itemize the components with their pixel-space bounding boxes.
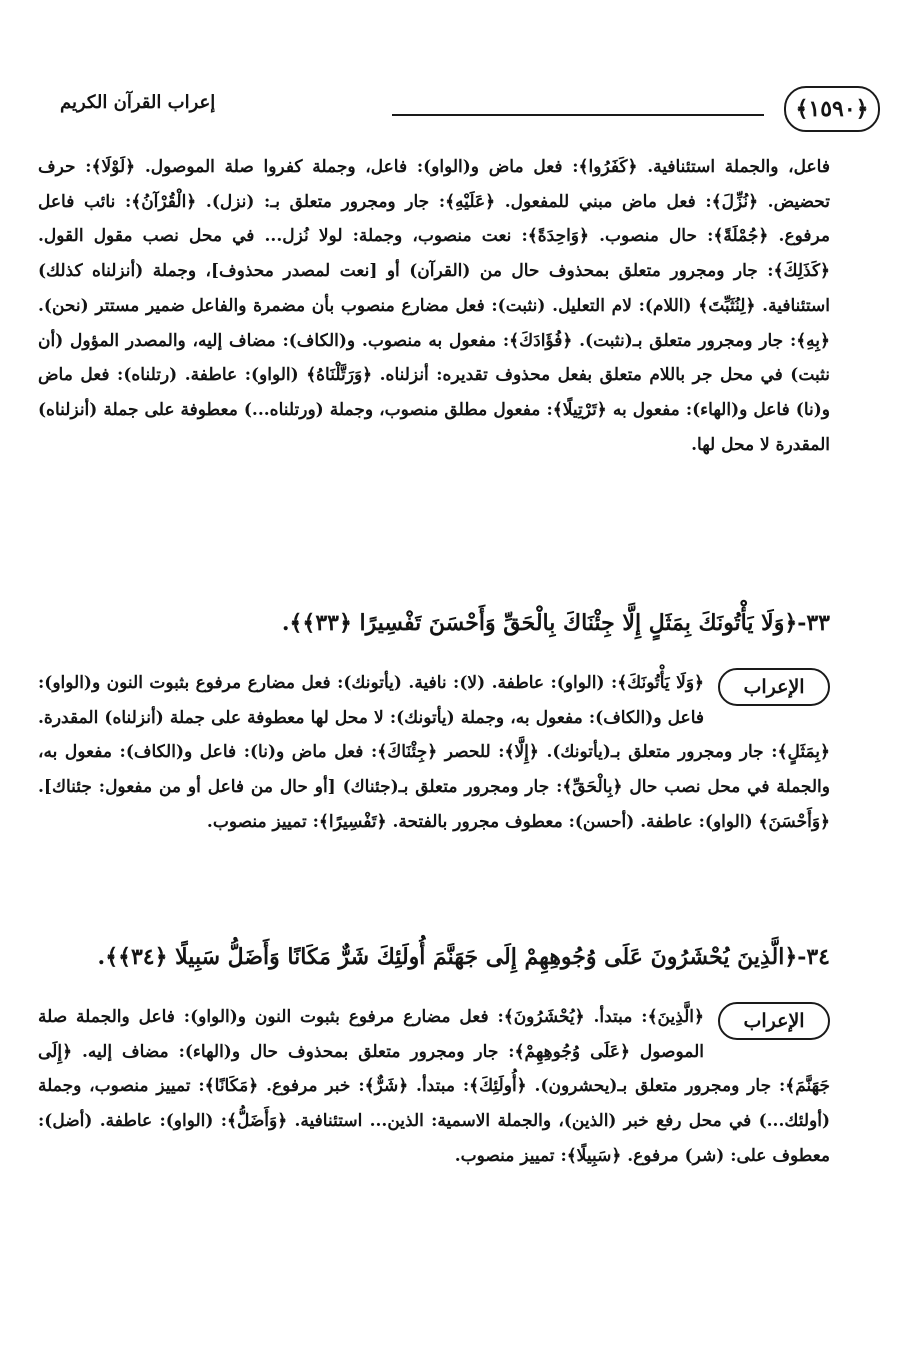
irab-badge: الإعراب: [718, 1002, 830, 1040]
book-title: إعراب القرآن الكريم: [60, 92, 216, 113]
irab-badge: الإعراب: [718, 668, 830, 706]
header-rule: [392, 114, 764, 116]
verse-33: ٣٣-﴿وَلَا يَأْتُونَكَ بِمَثَلٍ إِلَّا جِئْنَاكَ بِالْحَقِّ وَأَحْسَنَ تَفْسِيرًا ﴿٣٣﴾﴾.: [281, 610, 830, 636]
paragraph-irab-continued: [38, 150, 830, 462]
paragraph-irab-verse-34: [38, 1000, 830, 1174]
page-header: [40, 86, 880, 130]
paragraph-irab-verse-33: [38, 666, 830, 840]
paragraph-text: فاعل، والجملة استئنافية. ﴿كَفَرُوا﴾: فعل ماض و(الواو): فاعل، وجملة كفروا صلة الموصول. ﴿لَوْلَا﴾: حرف تحضيض. ﴿نُزِّلَ﴾: فعل ماض مبني للمفعول. ﴿عَلَيْهِ﴾: جار ومجرور متعلق بـ: (نزل). ﴿الْقُرْآنُ﴾: نائب فاعل مرفوع. ﴿جُمْلَةً﴾: حال منصوب. ﴿وَاحِدَةً﴾: نعت منصوب، وجملة: لولا نُزل... في محل نصب مقول القول. ﴿كَذَلِكَ﴾: جار ومجرور متعلق بمحذوف حال من (القرآن) أو [نعت لمصدر محذوف]، وجملة (أنزلناه كذلك) استئنافية. ﴿لِنُثَبِّتَ﴾ (اللام): لام التعليل. (نثبت): فعل مضارع منصوب بأن مضمرة والفاعل ضمير مستتر (نحن). ﴿بِهِ﴾: جار ومجرور متعلق بـ(نثبت). ﴿فُؤَادَكَ﴾: مفعول به منصوب. و(الكاف): مضاف إليه، والمصدر المؤول (أن نثبت) في محل جر باللام متعلق بفعل محذوف تقديره: أنزلناه. ﴿وَرَتَّلْنَاهُ﴾ (الواو): عاطفة. (رتلناه): فعل ماض و(نا) فاعل و(الهاء): مفعول به ﴿تَرْتِيلًا﴾: مفعول مطلق منصوب، وجملة (ورتلناه...) معطوفة على جملة (أنزلناه) المقدرة لا محل لها.: [38, 157, 830, 455]
page-number: ﴿١٥٩٠﴾: [784, 86, 880, 132]
paragraph-text: ﴿الَّذِينَ﴾: مبتدأ. ﴿يُحْشَرُونَ﴾: فعل مضارع مرفوع بثبوت النون و(الواو): فاعل والجملة صلة الموصول ﴿عَلَى وُجُوهِهِمْ﴾: جار ومجرور متعلق بمحذوف حال و(الهاء): مضاف إليه. ﴿إِلَى جَهَنَّمَ﴾: جار ومجرور متعلق بـ(يحشرون). ﴿أُولَئِكَ﴾: مبتدأ. ﴿شَرٌّ﴾: خبر مرفوع. ﴿مَكَانًا﴾: تمييز منصوب، وجملة (أولئك...) في محل رفع خبر (الذين)، والجملة الاسمية: الذين... استئنافية. ﴿وَأَضَلُّ﴾: (الواو): عاطفة. (أضل): معطوف على: (شر) مرفوع. ﴿سَبِيلًا﴾: تمييز منصوب.: [38, 1007, 830, 1166]
paragraph-text: ﴿وَلَا يَأْتُونَكَ﴾: (الواو): عاطفة. (لا): نافية. (يأتونك): فعل مضارع مرفوع بثبوت النون و(الواو): فاعل و(الكاف): مفعول به، وجملة (يأتونك): لا محل لها معطوفة على جملة (أنزلناه) المقدرة. ﴿بِمَثَلٍ﴾: جار ومجرور متعلق بـ(يأتونك). ﴿إِلَّا﴾: للحصر ﴿جِئْنَاكَ﴾: فعل ماض و(نا): فاعل و(الكاف): مفعول به، والجملة في محل نصب حال ﴿بِالْحَقِّ﴾: جار ومجرور متعلق بـ(جئناك) [أو حال من فاعل أو من مفعول: جئناك]. ﴿وَأَحْسَنَ﴾ (الواو): عاطفة. (أحسن): معطوف مجرور بالفتحة. ﴿تَفْسِيرًا﴾: تمييز منصوب.: [38, 673, 830, 832]
verse-34: ٣٤-﴿الَّذِينَ يُحْشَرُونَ عَلَى وُجُوهِهِمْ إِلَى جَهَنَّمَ أُولَئِكَ شَرٌّ مَكَانًا وَأَضَلُّ سَبِيلًا ﴿٣٤﴾﴾.: [97, 944, 830, 970]
